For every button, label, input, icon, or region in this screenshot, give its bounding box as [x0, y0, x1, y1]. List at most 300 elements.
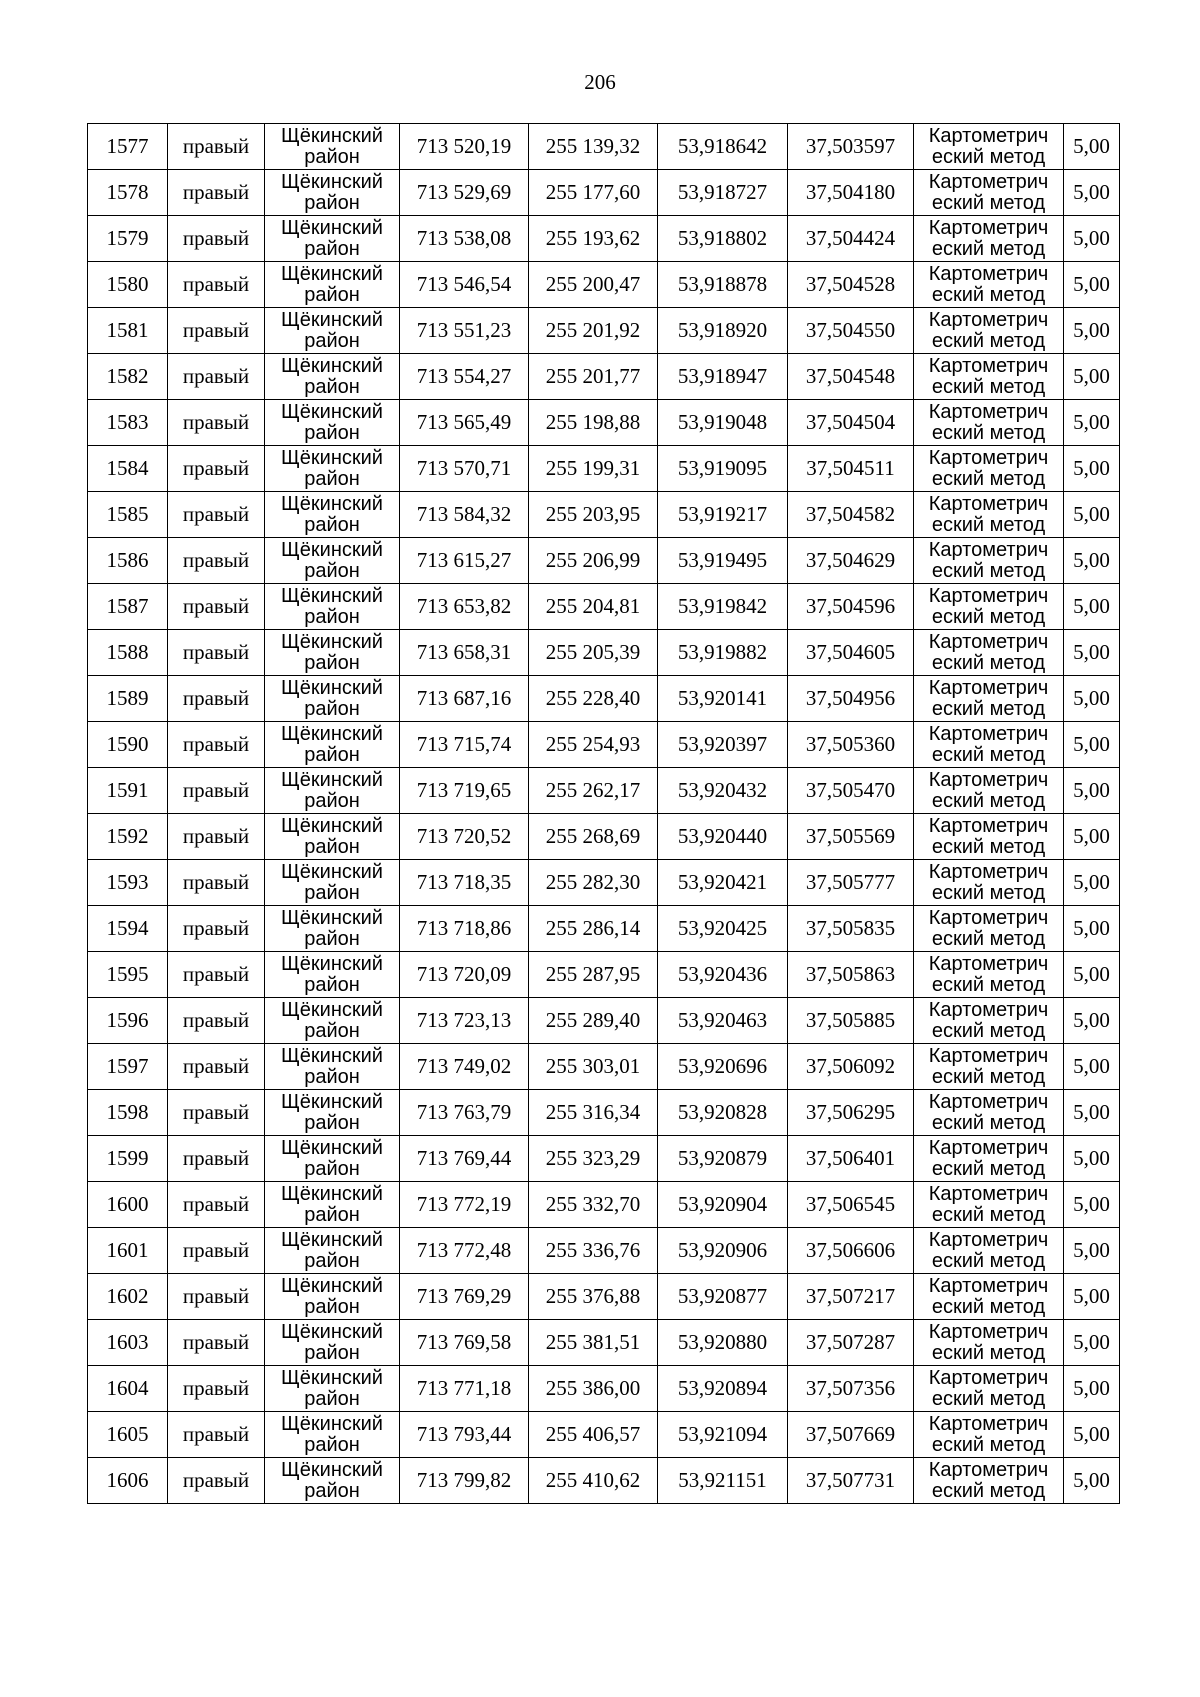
cell-area-line: Щёкинский: [281, 262, 383, 285]
cell-area-line: Щёкинский: [281, 998, 383, 1021]
cell-area-line: район: [304, 1433, 360, 1456]
cell-x: 713 771,18: [400, 1366, 529, 1412]
table-row: [88, 446, 1120, 492]
cell-area-line: район: [304, 881, 360, 904]
cell-x: 713 718,35: [400, 860, 529, 906]
cell-number: 1586: [88, 538, 168, 584]
cell-latitude: 53,920894: [658, 1366, 788, 1412]
cell-method-line: еский метод: [931, 835, 1046, 858]
cell-side: правый: [168, 1412, 265, 1458]
cell-y: 255 406,57: [529, 1412, 658, 1458]
cell-longitude: 37,504504: [788, 400, 914, 446]
cell-y: 255 228,40: [529, 676, 658, 722]
cell-number: 1577: [88, 124, 168, 170]
cell-area: [265, 584, 400, 630]
cell-method: [914, 446, 1064, 492]
cell-area-line: район: [304, 1019, 360, 1042]
cell-latitude: 53,918642: [658, 124, 788, 170]
cell-method-line: Картометрич: [928, 1044, 1049, 1067]
cell-method-line: еский метод: [931, 651, 1046, 674]
cell-area-line: район: [304, 421, 360, 444]
cell-area: [265, 262, 400, 308]
cell-x: 713 772,19: [400, 1182, 529, 1228]
cell-method-line: еский метод: [931, 191, 1046, 214]
cell-area-line: Щёкинский: [281, 216, 383, 239]
table-row: [88, 1366, 1120, 1412]
cell-y: 255 287,95: [529, 952, 658, 998]
cell-number: 1599: [88, 1136, 168, 1182]
cell-area: [265, 1182, 400, 1228]
cell-accuracy: 5,00: [1064, 216, 1120, 262]
cell-method-line: Картометрич: [928, 1320, 1049, 1343]
cell-method-line: Картометрич: [928, 1182, 1049, 1205]
cell-method-line: еский метод: [931, 973, 1046, 996]
cell-area-line: район: [304, 1479, 360, 1502]
cell-area-line: район: [304, 467, 360, 490]
cell-method-line: Картометрич: [928, 538, 1049, 561]
cell-method: [914, 1044, 1064, 1090]
cell-method-line: Картометрич: [928, 860, 1049, 883]
cell-x: 713 565,49: [400, 400, 529, 446]
cell-side: правый: [168, 1044, 265, 1090]
cell-method-line: Картометрич: [928, 1366, 1049, 1389]
cell-y: 255 336,76: [529, 1228, 658, 1274]
cell-accuracy: 5,00: [1064, 1320, 1120, 1366]
cell-y: 255 282,30: [529, 860, 658, 906]
cell-area-line: Щёкинский: [281, 676, 383, 699]
cell-side: правый: [168, 354, 265, 400]
table-row: [88, 124, 1120, 170]
cell-area: [265, 1090, 400, 1136]
cell-area-line: район: [304, 743, 360, 766]
cell-method: [914, 952, 1064, 998]
cell-method: [914, 1412, 1064, 1458]
cell-number: 1605: [88, 1412, 168, 1458]
cell-accuracy: 5,00: [1064, 584, 1120, 630]
cell-number: 1591: [88, 768, 168, 814]
cell-area: [265, 354, 400, 400]
cell-number: 1578: [88, 170, 168, 216]
cell-x: 713 538,08: [400, 216, 529, 262]
cell-area: [265, 1228, 400, 1274]
cell-x: 713 570,71: [400, 446, 529, 492]
cell-x: 713 749,02: [400, 1044, 529, 1090]
cell-latitude: 53,920463: [658, 998, 788, 1044]
cell-method-line: Картометрич: [928, 354, 1049, 377]
cell-number: 1602: [88, 1274, 168, 1320]
cell-area-line: район: [304, 651, 360, 674]
cell-number: 1603: [88, 1320, 168, 1366]
cell-area: [265, 124, 400, 170]
cell-side: правый: [168, 630, 265, 676]
cell-method: [914, 492, 1064, 538]
cell-method-line: еский метод: [931, 1065, 1046, 1088]
cell-number: 1594: [88, 906, 168, 952]
cell-accuracy: 5,00: [1064, 1182, 1120, 1228]
cell-method: [914, 1366, 1064, 1412]
cell-area: [265, 630, 400, 676]
cell-area-line: район: [304, 375, 360, 398]
cell-x: 713 615,27: [400, 538, 529, 584]
cell-area-line: район: [304, 789, 360, 812]
cell-y: 255 206,99: [529, 538, 658, 584]
cell-method: [914, 906, 1064, 952]
table-row: [88, 1458, 1120, 1504]
cell-method: [914, 860, 1064, 906]
cell-method-line: Картометрич: [928, 262, 1049, 285]
cell-method-line: Картометрич: [928, 1412, 1049, 1435]
cell-area-line: район: [304, 237, 360, 260]
cell-y: 255 203,95: [529, 492, 658, 538]
cell-y: 255 193,62: [529, 216, 658, 262]
cell-method: [914, 1458, 1064, 1504]
cell-method-line: Картометрич: [928, 216, 1049, 239]
cell-area: [265, 538, 400, 584]
cell-longitude: 37,507731: [788, 1458, 914, 1504]
cell-accuracy: 5,00: [1064, 1044, 1120, 1090]
cell-area: [265, 216, 400, 262]
cell-y: 255 201,77: [529, 354, 658, 400]
cell-latitude: 53,918802: [658, 216, 788, 262]
cell-side: правый: [168, 998, 265, 1044]
cell-y: 255 316,34: [529, 1090, 658, 1136]
cell-longitude: 37,507356: [788, 1366, 914, 1412]
cell-longitude: 37,506545: [788, 1182, 914, 1228]
cell-y: 255 177,60: [529, 170, 658, 216]
cell-side: правый: [168, 906, 265, 952]
cell-y: 255 201,92: [529, 308, 658, 354]
cell-area-line: район: [304, 1341, 360, 1364]
cell-y: 255 199,31: [529, 446, 658, 492]
cell-side: правый: [168, 584, 265, 630]
cell-longitude: 37,507669: [788, 1412, 914, 1458]
cell-area: [265, 814, 400, 860]
cell-latitude: 53,920432: [658, 768, 788, 814]
cell-latitude: 53,920425: [658, 906, 788, 952]
cell-longitude: 37,506606: [788, 1228, 914, 1274]
cell-side: правый: [168, 262, 265, 308]
cell-method-line: Картометрич: [928, 1458, 1049, 1481]
cell-area: [265, 1366, 400, 1412]
cell-accuracy: 5,00: [1064, 124, 1120, 170]
cell-method-line: Картометрич: [928, 906, 1049, 929]
cell-longitude: 37,504424: [788, 216, 914, 262]
table-row: [88, 1228, 1120, 1274]
cell-method-line: Картометрич: [928, 308, 1049, 331]
cell-x: 713 720,52: [400, 814, 529, 860]
cell-side: правый: [168, 446, 265, 492]
cell-area-line: район: [304, 1157, 360, 1180]
cell-latitude: 53,919495: [658, 538, 788, 584]
table-row: [88, 216, 1120, 262]
cell-accuracy: 5,00: [1064, 1412, 1120, 1458]
cell-method: [914, 262, 1064, 308]
cell-method: [914, 1228, 1064, 1274]
cell-method-line: еский метод: [931, 1479, 1046, 1502]
cell-latitude: 53,918947: [658, 354, 788, 400]
cell-side: правый: [168, 768, 265, 814]
table-row: [88, 1044, 1120, 1090]
cell-longitude: 37,505885: [788, 998, 914, 1044]
cell-method: [914, 124, 1064, 170]
cell-longitude: 37,504629: [788, 538, 914, 584]
cell-accuracy: 5,00: [1064, 1228, 1120, 1274]
cell-longitude: 37,507287: [788, 1320, 914, 1366]
cell-longitude: 37,505360: [788, 722, 914, 768]
cell-latitude: 53,920879: [658, 1136, 788, 1182]
cell-area-line: район: [304, 1249, 360, 1272]
cell-area-line: район: [304, 697, 360, 720]
cell-method-line: Картометрич: [928, 1136, 1049, 1159]
cell-longitude: 37,504582: [788, 492, 914, 538]
cell-y: 255 332,70: [529, 1182, 658, 1228]
cell-method: [914, 998, 1064, 1044]
cell-method: [914, 1136, 1064, 1182]
cell-method-line: Картометрич: [928, 584, 1049, 607]
cell-x: 713 772,48: [400, 1228, 529, 1274]
cell-accuracy: 5,00: [1064, 1090, 1120, 1136]
cell-method-line: еский метод: [931, 605, 1046, 628]
cell-longitude: 37,504596: [788, 584, 914, 630]
table-row: [88, 400, 1120, 446]
cell-latitude: 53,918920: [658, 308, 788, 354]
cell-side: правый: [168, 676, 265, 722]
table-row: [88, 768, 1120, 814]
cell-side: правый: [168, 538, 265, 584]
cell-number: 1581: [88, 308, 168, 354]
cell-number: 1600: [88, 1182, 168, 1228]
cell-x: 713 769,29: [400, 1274, 529, 1320]
cell-area-line: район: [304, 145, 360, 168]
cell-method-line: еский метод: [931, 237, 1046, 260]
cell-method-line: еский метод: [931, 1019, 1046, 1042]
cell-accuracy: 5,00: [1064, 354, 1120, 400]
cell-method-line: Картометрич: [928, 676, 1049, 699]
cell-method-line: еский метод: [931, 1111, 1046, 1134]
table-row: [88, 630, 1120, 676]
cell-area-line: район: [304, 329, 360, 352]
table-row: [88, 538, 1120, 584]
table-row: [88, 1274, 1120, 1320]
cell-method: [914, 308, 1064, 354]
cell-method: [914, 354, 1064, 400]
table-row: [88, 584, 1120, 630]
cell-x: 713 520,19: [400, 124, 529, 170]
cell-area: [265, 768, 400, 814]
table-row: [88, 1412, 1120, 1458]
cell-number: 1592: [88, 814, 168, 860]
cell-y: 255 262,17: [529, 768, 658, 814]
cell-area-line: район: [304, 973, 360, 996]
cell-area-line: район: [304, 1065, 360, 1088]
cell-area-line: район: [304, 1295, 360, 1318]
table-row: [88, 308, 1120, 354]
cell-y: 255 139,32: [529, 124, 658, 170]
cell-area-line: Щёкинский: [281, 354, 383, 377]
cell-latitude: 53,919217: [658, 492, 788, 538]
cell-longitude: 37,506295: [788, 1090, 914, 1136]
cell-longitude: 37,504548: [788, 354, 914, 400]
cell-longitude: 37,504550: [788, 308, 914, 354]
cell-longitude: 37,506092: [788, 1044, 914, 1090]
cell-y: 255 386,00: [529, 1366, 658, 1412]
table-body: [88, 124, 1120, 1504]
cell-latitude: 53,920904: [658, 1182, 788, 1228]
cell-side: правый: [168, 308, 265, 354]
table-row: [88, 814, 1120, 860]
cell-accuracy: 5,00: [1064, 630, 1120, 676]
cell-side: правый: [168, 1458, 265, 1504]
table-row: [88, 952, 1120, 998]
cell-longitude: 37,505470: [788, 768, 914, 814]
cell-side: правый: [168, 952, 265, 998]
cell-latitude: 53,920397: [658, 722, 788, 768]
cell-number: 1582: [88, 354, 168, 400]
cell-accuracy: 5,00: [1064, 906, 1120, 952]
cell-method-line: еский метод: [931, 789, 1046, 812]
cell-method-line: еский метод: [931, 467, 1046, 490]
cell-latitude: 53,921151: [658, 1458, 788, 1504]
cell-x: 713 529,69: [400, 170, 529, 216]
cell-x: 713 763,79: [400, 1090, 529, 1136]
cell-method-line: еский метод: [931, 1203, 1046, 1226]
cell-number: 1596: [88, 998, 168, 1044]
cell-method: [914, 814, 1064, 860]
cell-x: 713 720,09: [400, 952, 529, 998]
cell-area: [265, 722, 400, 768]
cell-side: правый: [168, 216, 265, 262]
cell-area: [265, 952, 400, 998]
cell-accuracy: 5,00: [1064, 492, 1120, 538]
table-row: [88, 354, 1120, 400]
cell-area: [265, 308, 400, 354]
cell-number: 1604: [88, 1366, 168, 1412]
cell-longitude: 37,505777: [788, 860, 914, 906]
table-row: [88, 1320, 1120, 1366]
table-row: [88, 860, 1120, 906]
cell-accuracy: 5,00: [1064, 1274, 1120, 1320]
cell-longitude: 37,504956: [788, 676, 914, 722]
table-row: [88, 1182, 1120, 1228]
cell-side: правый: [168, 1090, 265, 1136]
table-row: [88, 170, 1120, 216]
cell-area-line: Щёкинский: [281, 952, 383, 975]
cell-area-line: Щёкинский: [281, 446, 383, 469]
cell-longitude: 37,504511: [788, 446, 914, 492]
cell-area-line: Щёкинский: [281, 1412, 383, 1435]
cell-area-line: Щёкинский: [281, 492, 383, 515]
cell-accuracy: 5,00: [1064, 722, 1120, 768]
cell-x: 713 723,13: [400, 998, 529, 1044]
cell-latitude: 53,920421: [658, 860, 788, 906]
cell-method-line: еский метод: [931, 1295, 1046, 1318]
cell-accuracy: 5,00: [1064, 1366, 1120, 1412]
cell-side: правый: [168, 1182, 265, 1228]
cell-method-line: Картометрич: [928, 1228, 1049, 1251]
cell-number: 1593: [88, 860, 168, 906]
cell-area-line: район: [304, 513, 360, 536]
cell-latitude: 53,918727: [658, 170, 788, 216]
cell-area-line: Щёкинский: [281, 1366, 383, 1389]
cell-y: 255 376,88: [529, 1274, 658, 1320]
cell-x: 713 799,82: [400, 1458, 529, 1504]
cell-area: [265, 1274, 400, 1320]
cell-area-line: Щёкинский: [281, 584, 383, 607]
cell-area-line: район: [304, 283, 360, 306]
cell-side: правый: [168, 124, 265, 170]
cell-area-line: Щёкинский: [281, 768, 383, 791]
cell-latitude: 53,920877: [658, 1274, 788, 1320]
cell-x: 713 769,44: [400, 1136, 529, 1182]
cell-x: 713 658,31: [400, 630, 529, 676]
cell-area: [265, 676, 400, 722]
cell-area-line: район: [304, 191, 360, 214]
table-row: [88, 998, 1120, 1044]
cell-method-line: еский метод: [931, 559, 1046, 582]
cell-area-line: Щёкинский: [281, 400, 383, 423]
cell-y: 255 286,14: [529, 906, 658, 952]
table-row: [88, 722, 1120, 768]
cell-y: 255 204,81: [529, 584, 658, 630]
cell-accuracy: 5,00: [1064, 538, 1120, 584]
table-row: [88, 1136, 1120, 1182]
cell-area: [265, 1412, 400, 1458]
cell-method: [914, 1274, 1064, 1320]
cell-method: [914, 400, 1064, 446]
cell-method-line: Картометрич: [928, 170, 1049, 193]
table-row: [88, 1090, 1120, 1136]
cell-area-line: Щёкинский: [281, 170, 383, 193]
cell-method-line: еский метод: [931, 283, 1046, 306]
cell-y: 255 289,40: [529, 998, 658, 1044]
cell-method-line: Картометрич: [928, 446, 1049, 469]
cell-number: 1584: [88, 446, 168, 492]
cell-method: [914, 676, 1064, 722]
cell-area: [265, 400, 400, 446]
cell-area-line: Щёкинский: [281, 538, 383, 561]
cell-y: 255 254,93: [529, 722, 658, 768]
cell-x: 713 687,16: [400, 676, 529, 722]
cell-accuracy: 5,00: [1064, 170, 1120, 216]
cell-method: [914, 538, 1064, 584]
cell-y: 255 268,69: [529, 814, 658, 860]
cell-x: 713 653,82: [400, 584, 529, 630]
cell-number: 1597: [88, 1044, 168, 1090]
cell-area-line: район: [304, 927, 360, 950]
cell-area-line: Щёкинский: [281, 1320, 383, 1343]
cell-side: правый: [168, 1228, 265, 1274]
cell-latitude: 53,920880: [658, 1320, 788, 1366]
cell-area-line: район: [304, 1203, 360, 1226]
cell-method-line: еский метод: [931, 881, 1046, 904]
cell-latitude: 53,920696: [658, 1044, 788, 1090]
cell-area-line: район: [304, 559, 360, 582]
cell-latitude: 53,920828: [658, 1090, 788, 1136]
cell-area-line: район: [304, 605, 360, 628]
cell-method: [914, 1320, 1064, 1366]
cell-x: 713 715,74: [400, 722, 529, 768]
cell-area-line: Щёкинский: [281, 1044, 383, 1067]
cell-area: [265, 1320, 400, 1366]
cell-area: [265, 492, 400, 538]
table-row: [88, 262, 1120, 308]
cell-x: 713 718,86: [400, 906, 529, 952]
cell-side: правый: [168, 814, 265, 860]
cell-area-line: Щёкинский: [281, 1228, 383, 1251]
table-row: [88, 906, 1120, 952]
cell-x: 713 554,27: [400, 354, 529, 400]
cell-method-line: еский метод: [931, 1157, 1046, 1180]
